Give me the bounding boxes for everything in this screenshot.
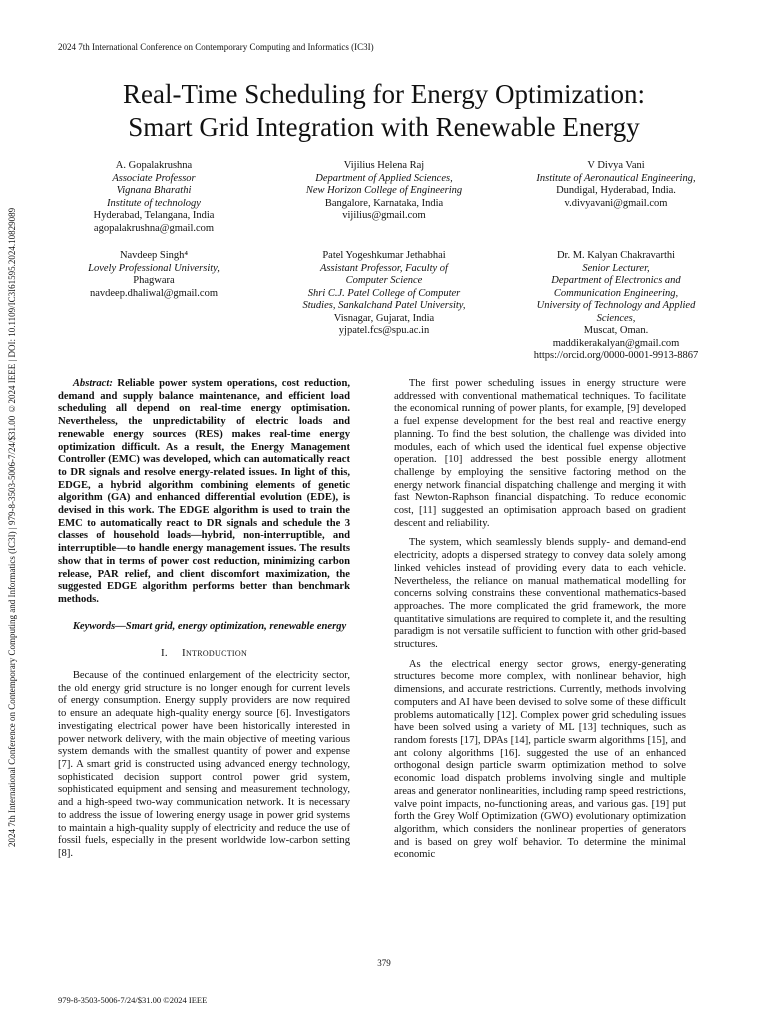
body-paragraph-3: As the electrical energy sector grows, energy-generating structures become more complex, with nonlinear behavior, high dimensions, and accurate restrictions. Currently, methods involving computers and AI have been devised to solve some of these difficult problems automatically [12]. Complex power grid scheduling issues have been solved using a variety of ML [13] techniques, such as random forests [17], DPAs [14], particle swarm algorithms [15], and ant colony algorithms [16]. suggested the use of an enhanced orthogonal design particle swarm optimization method to solve economic load dispatch problems involving single and multiple areas and generator nonlinearities, including ramp speed restrictions, valve point impacts, no-functioning areas, and various gas. [19] put forth the Grey Wolf Optimization (GWO) evolutionary optimization algorithm, which considers the nonlinear properties of generators and is based on grey wolf behavior. To determine the minimal economic xyxy=(394,658,686,861)
title-line-2: Smart Grid Integration with Renewable Energy xyxy=(128,112,640,142)
author-email: yjpatel.fcs@spu.ac.in xyxy=(338,325,430,336)
author-location: Visnagar, Gujarat, India xyxy=(333,312,435,324)
left-column xyxy=(58,378,350,861)
side-doi-text: 2024 7th International Conference on Contemporary Computing and Informatics (IC3I) | 979-8-3503-5006-7/24/$31.00 ©2024 IEEE | DOI: 10.1109/IC3I61595.2024.10829089 xyxy=(7,207,17,848)
author-affiliation: Institute of technology xyxy=(107,197,201,209)
section-title: Introduction xyxy=(181,647,248,660)
author-affiliation: New Horizon College of Engineering xyxy=(305,185,463,196)
abstract-label: Abstract: xyxy=(72,378,113,389)
author-block-5 xyxy=(264,250,504,338)
author-affiliation: Institute of Aeronautical Engineering, xyxy=(536,172,696,184)
body-paragraph-1: The first power scheduling issues in energy structure were addressed with conventional mathematical techniques. To facilitate the economical running of power plants, for example, [9] developed a fuel expense development for the best real and reactive energy planning. To find the best solution, the challenge was divided into modules, each of which used the identical fuel expense objective operation. [10] addressed the best possible energy allotment challenge by employing the sensitive factoring method on the energy network financial dispatching challenge and merging it with fast Newton-Raphson financial dispatching. To reduce economic cost, [11] suggested an optimisation approach based on gradient descent and reliability. xyxy=(394,378,686,529)
author-email: agopalakrushna@gmail.com xyxy=(93,222,215,234)
author-email: vijilius@gmail.com xyxy=(342,210,426,221)
author-affiliation: Senior Lecturer, xyxy=(582,262,650,274)
page-number: 379 xyxy=(377,958,391,968)
author-affiliation: Vignana Bharathi xyxy=(116,185,192,196)
abstract xyxy=(58,378,350,607)
author-name: Dr. M. Kalyan Chakravarthi xyxy=(556,250,676,261)
author-name: V Divya Vani xyxy=(587,160,645,171)
paper-title xyxy=(40,78,728,144)
section-heading-introduction xyxy=(58,647,350,660)
author-email: maddikerakalyan@gmail.com xyxy=(552,337,680,349)
author-block-1 xyxy=(34,160,274,235)
author-name: Patel Yogeshkumar Jethabhai xyxy=(322,250,446,261)
author-affiliation: University of Technology and Applied xyxy=(536,300,696,311)
author-location: Phagwara xyxy=(133,275,175,286)
author-affiliation: Studies, Sankalchand Patel University, xyxy=(302,300,466,311)
author-block-2 xyxy=(264,160,504,223)
author-email: v.divyavani@gmail.com xyxy=(564,197,668,209)
author-name: Navdeep Singh⁴ xyxy=(119,250,189,261)
intro-paragraph-1: Because of the continued enlargement of the electricity sector, the old energy grid structure is no longer enough for current levels of energy consumption. Energy supply providers are now required to ensure an adequate high-quality energy source [6]. Investigators investigating electrical power have been historically interested in power network delivery, with the main objective of meeting various system demands with the smallest quantity of power and expense [7]. A smart grid is constructed using advanced energy technology, sophisticated decision support control power grid system, sophisticated equipment and sensing and measurement technology, and a high-speed two-way communication network. It is necessary to address the issue of lowering energy usage in power grid systems to maintain a high-quality supply of electricity and reduce the use of fossil fuels, especially in the present worldwide low-carbon setting [8]. xyxy=(58,670,350,859)
author-affiliation: Associate Professor xyxy=(112,172,196,184)
right-column xyxy=(394,378,686,862)
author-affiliation: Computer Science xyxy=(345,275,423,286)
author-affiliation: Sciences, xyxy=(596,312,636,324)
author-location: Muscat, Oman. xyxy=(583,325,649,336)
author-block-6 xyxy=(496,250,736,363)
section-number: I. xyxy=(160,647,168,660)
author-location: Hyderabad, Telangana, India xyxy=(93,210,215,221)
body-paragraph-2: The system, which seamlessly blends supply- and demand-end electricity, adopts a dispersed strategy to convey data solely among linked vehicles instead of providing every data to each vehicle. Nevertheless, the reliance on manual mathematical modelling for concerns solving constrains these conventional mathematics-based approaches. The more complicated the grid framework, the more quantitative simulations are required to complete it, and the resulting paradigm is not versatile sufficient to function with other grid-based structures. xyxy=(394,537,686,651)
author-affiliation: Shri C.J. Patel College of Computer xyxy=(307,287,461,299)
author-orcid: https://orcid.org/0000-0001-9913-8867 xyxy=(533,350,699,361)
author-affiliation: Assistant Professor, Faculty of xyxy=(320,262,448,274)
author-name: A. Gopalakrushna xyxy=(115,160,193,171)
author-block-4 xyxy=(34,250,274,300)
title-line-1: Real-Time Scheduling for Energy Optimization: xyxy=(123,79,645,109)
abstract-text: Reliable power system operations, cost reduction, demand and supply balance maintenance, and efficient load scheduling all depend on real-time energy optimisation. Nevertheless, the unpredictability of electric loads and renewable energy sources (RES) makes real-time energy optimization difficult. As a result, the Energy Management Controller (EMC) was developed, which can automatically react to DR signals and resolve energy-related issues. In light of this, EDGE, a hybrid algorithm combining elements of genetic algorithm (GA) and enhanced differential evolution (EDE), is devised in this work. The EDGE algorithm is used to train the EMC to automatically react to DR signals and schedule the 3 classes of household loads—hybrid, non-interruptible, and interruptible—to handle energy management issues. The results show that in terms of power cost reduction, minimizing carbon release, PAR relief, and client discomfort maximization, the suggested EDGE algorithm performs better than benchmark methods. xyxy=(58,378,350,605)
keywords: Keywords—Smart grid, energy optimization, renewable energy xyxy=(72,620,347,632)
footer-copyright: 979-8-3503-5006-7/24/$31.00 ©2024 IEEE xyxy=(58,995,208,1005)
author-name: Vijilius Helena Raj xyxy=(343,160,425,171)
author-block-3 xyxy=(496,160,736,210)
author-affiliation: Department of Electronics and xyxy=(551,275,681,286)
author-affiliation: Communication Engineering, xyxy=(553,287,679,299)
author-email: navdeep.dhaliwal@gmail.com xyxy=(89,287,219,299)
author-location: Dundigal, Hyderabad, India. xyxy=(556,185,676,196)
author-affiliation: Lovely Professional University, xyxy=(88,262,220,274)
conference-header: 2024 7th International Conference on Contemporary Computing and Informatics (IC3I) xyxy=(58,42,374,52)
author-location: Bangalore, Karnataka, India xyxy=(324,197,444,209)
author-affiliation: Department of Applied Sciences, xyxy=(315,172,453,184)
